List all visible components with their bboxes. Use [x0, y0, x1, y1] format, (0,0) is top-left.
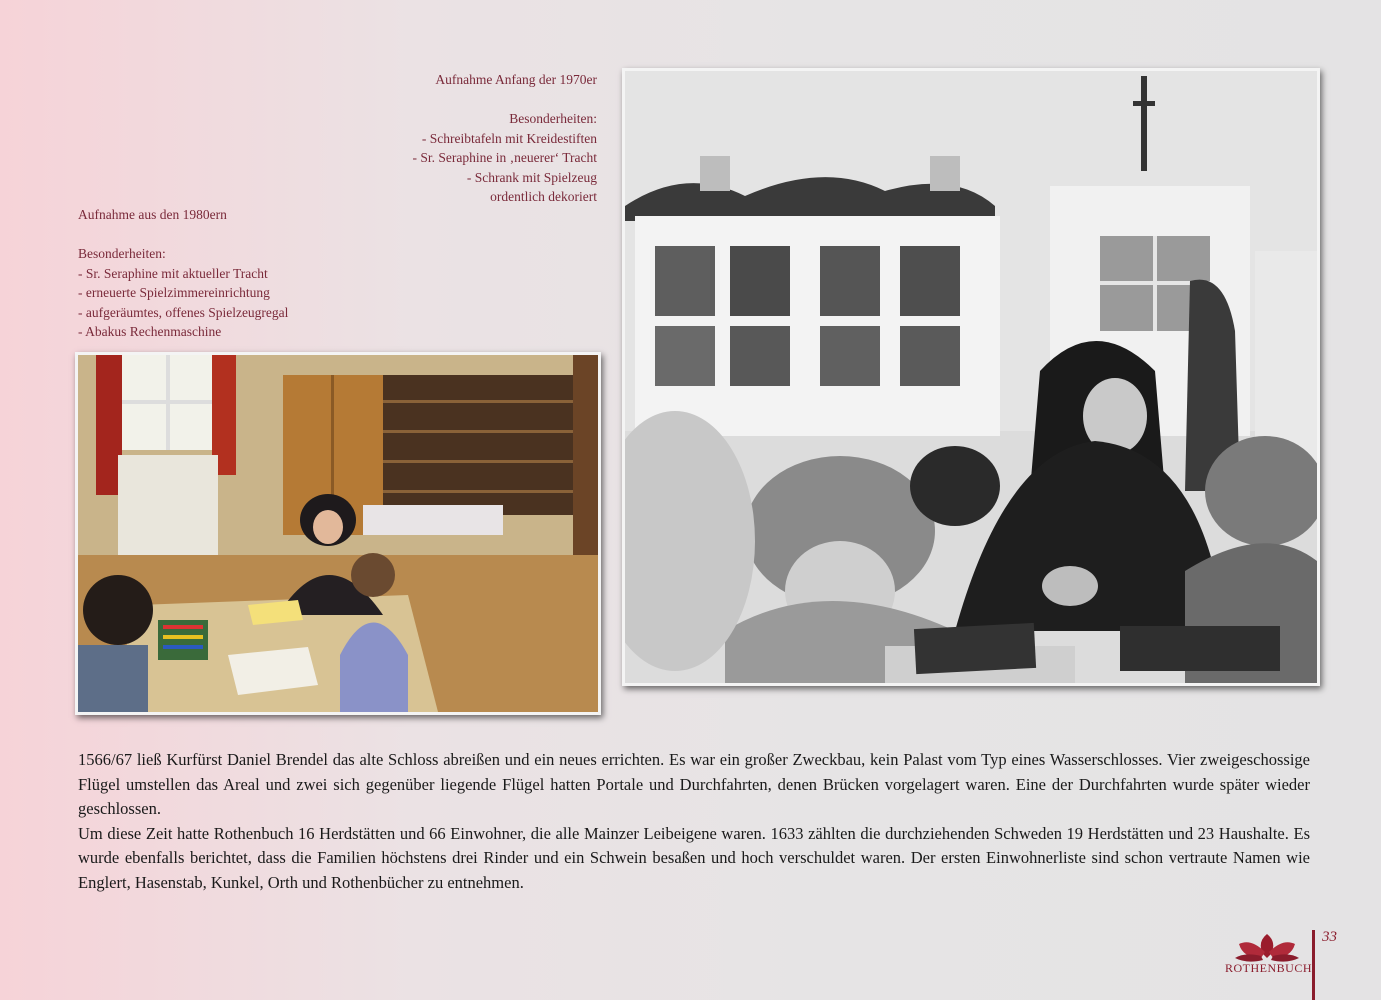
caption-line [78, 225, 378, 245]
caption-1970s-photo [380, 70, 597, 207]
caption-1980s-photo [78, 205, 378, 342]
body-paragraph-2: Um diese Zeit hatte Rothenbuch 16 Herdstätten und 66 Einwohner, die alle Mainzer Leibeigene waren. 1633 zählten die durchziehenden Schweden 19 Herdstätten und 23 Haushalte. Es wurde ebenfalls berichtet, dass die Familien höchstens drei Rinder und ein Schwein besaßen und hoch verschuldet waren. Der ersten Einwohnerliste sind schon vertraute Namen wie Englert, Hasenstab, Kunkel, Orth und Rothenbücher zu entnehmen. [78, 823, 1310, 892]
caption-line: Besonderheiten: [509, 111, 597, 126]
caption-line: Aufnahme Anfang der 1970er [435, 72, 597, 87]
photo-1970s-classroom [622, 68, 1320, 686]
body-paragraph-1: 1566/67 ließ Kurfürst Daniel Brendel das alte Schloss abreißen und ein neues errichten. Es war ein großer Zweckbau, kein Palast vom Typ eines Wasserschlosses. Vier zweigeschossige Flügel umstellen das Areal und zwei sich gegenüber liegende Flügel hatten Portale und Durchfahrten, denen Brücken vorgelagert waren. Eine der Durchfahrten wurde später wieder geschlossen. [78, 750, 1310, 818]
leaf-emblem-icon [1225, 930, 1310, 964]
photo-1980s-classroom [75, 352, 601, 715]
photo-1980s-image [78, 355, 598, 712]
page-number-rule [1312, 930, 1315, 1000]
logo-text: ROTHENBUCH [1225, 961, 1313, 975]
rothenbuch-logo [1225, 930, 1313, 980]
page-number: 33 [1322, 929, 1337, 945]
caption-line: - Sr. Seraphine in ‚neuerer‘ Tracht [412, 150, 597, 165]
caption-line: - Abakus Rechenmaschine [78, 324, 222, 339]
caption-line: - Schreibtafeln mit Kreidestiften [421, 130, 597, 146]
caption-line: - Schrank mit Spielzeug [466, 169, 597, 185]
caption-line: Besonderheiten: [78, 246, 166, 261]
caption-line: - Sr. Seraphine mit aktueller Tracht [78, 265, 268, 281]
caption-line [380, 90, 597, 110]
caption-line: ordentlich dekoriert [490, 189, 597, 204]
caption-line: - erneuerte Spielzimmereinrichtung [78, 285, 270, 300]
photo-1970s-image [625, 71, 1317, 683]
caption-line: Aufnahme aus den 1980ern [78, 207, 227, 222]
body-text [78, 748, 1310, 895]
caption-line: - aufgeräumtes, offenes Spielzeugregal [78, 304, 289, 320]
